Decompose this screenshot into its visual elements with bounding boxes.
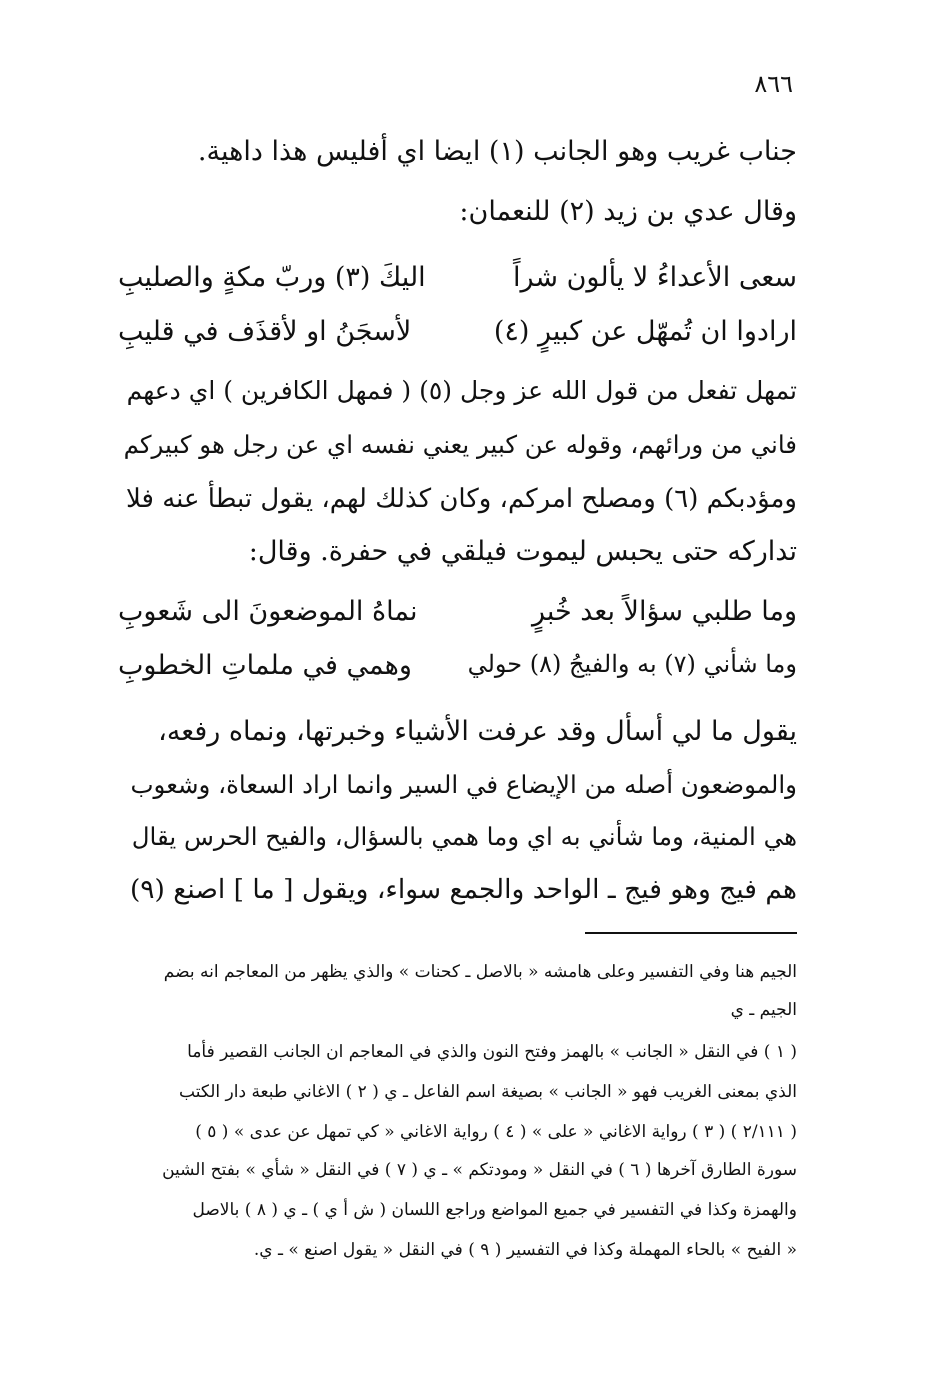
text-line: هم فيج وهو فيج ـ الواحد والجمع سواء، ويقول [ ما ] اصنع (٩) xyxy=(129,874,797,905)
footnote-line: الذي بمعنى الغريب فهو « الجانب » بصيغة اسم الفاعل ـ ي ( ٢ ) الاغاني طبعة دار الكتب xyxy=(179,1082,797,1102)
footnote-line: ( ٢/١١١ ) ( ٣ ) رواية الاغاني « على » ( ٤ ) رواية الاغاني « كي تمهل عن عدى » ( ٥ ) xyxy=(195,1122,797,1142)
text-line: يقول ما لي أسأل وقد عرفت الأشياء وخبرتها، ونماه رفعه، xyxy=(158,716,797,747)
verse-hemistich-left: وهمي في ملماتِ الخطوبِ xyxy=(118,650,412,681)
text-line: تمهل تفعل من قول الله عز وجل (٥) ( فمهل الكافرين ) اي دعهم xyxy=(126,376,797,405)
verse-hemistich-left: لأسجَنُ او لأقذَف في قليبِ xyxy=(118,316,412,347)
footnote-line: الجيم ـ ي xyxy=(730,1000,797,1020)
text-line: هي المنية، وما شأني به اي وما همي بالسؤال، والفيح الحرس يقال xyxy=(131,822,797,851)
footnote-divider xyxy=(585,932,797,934)
verse-hemistich-right: وما شأني (٧) به والفيجُ (٨) حولي xyxy=(467,650,797,678)
verse-hemistich-left: اليكَ (٣) وربّ مكةٍ والصليبِ xyxy=(118,262,426,293)
verse-hemistich-right: سعى الأعداءُ لا يألون شراً xyxy=(512,262,797,293)
footnote-line: ( ١ ) في النقل « الجانب » بالهمز وفتح النون والذي في المعاجم ان الجانب القصير فأما xyxy=(187,1042,797,1062)
footnote-line: « الفيح » بالحاء المهملة وكذا في التفسير ( ٩ ) في النقل « يقول اصنع » ـ ي. xyxy=(253,1240,797,1260)
footnote-line: والهمزة وكذا في التفسير في جميع المواضع وراجع اللسان ( ش أ ي ) ـ ي ( ٨ ) بالاصل xyxy=(192,1200,797,1220)
footnote-line: سورة الطارق آخرها ( ٦ ) في النقل « ومودتكم » ـ ي ( ٧ ) في النقل « شأي » بفتح الشين xyxy=(162,1160,797,1180)
text-line: والموضعون أصله من الإيضاع في السير وانما اراد السعاة، وشعوب xyxy=(130,770,797,799)
page-number: ٨٦٦ xyxy=(754,70,793,98)
text-line: جناب غريب وهو الجانب (١) ايضا اي أفليس هذا داهية. xyxy=(197,136,797,167)
verse-hemistich-right: وما طلبي سؤالاً بعد خُبرٍ xyxy=(531,596,797,627)
verse-hemistich-right: ارادوا ان تُمهّل عن كبيرٍ (٤) xyxy=(493,316,797,347)
text-line: وقال عدي بن زيد (٢) للنعمان: xyxy=(459,196,797,227)
text-line: تداركه حتى يحبس ليموت فيلقي في حفرة. وقال: xyxy=(248,536,797,567)
text-line: فاني من ورائهم، وقوله عن كبير يعني نفسه اي عن رجل هو كبيركم xyxy=(123,430,797,459)
verse-hemistich-left: نماهُ الموضعونَ الى شَعوبِ xyxy=(118,596,418,627)
footnote-line: الجيم هنا وفي التفسير وعلى هامشه « بالاصل ـ كحنات » والذي يظهر من المعاجم انه بضم xyxy=(163,962,797,982)
text-line: ومؤدبكم (٦) ومصلح امركم، وكان كذلك لهم، يقول تبطأ عنه فلا xyxy=(126,484,797,514)
